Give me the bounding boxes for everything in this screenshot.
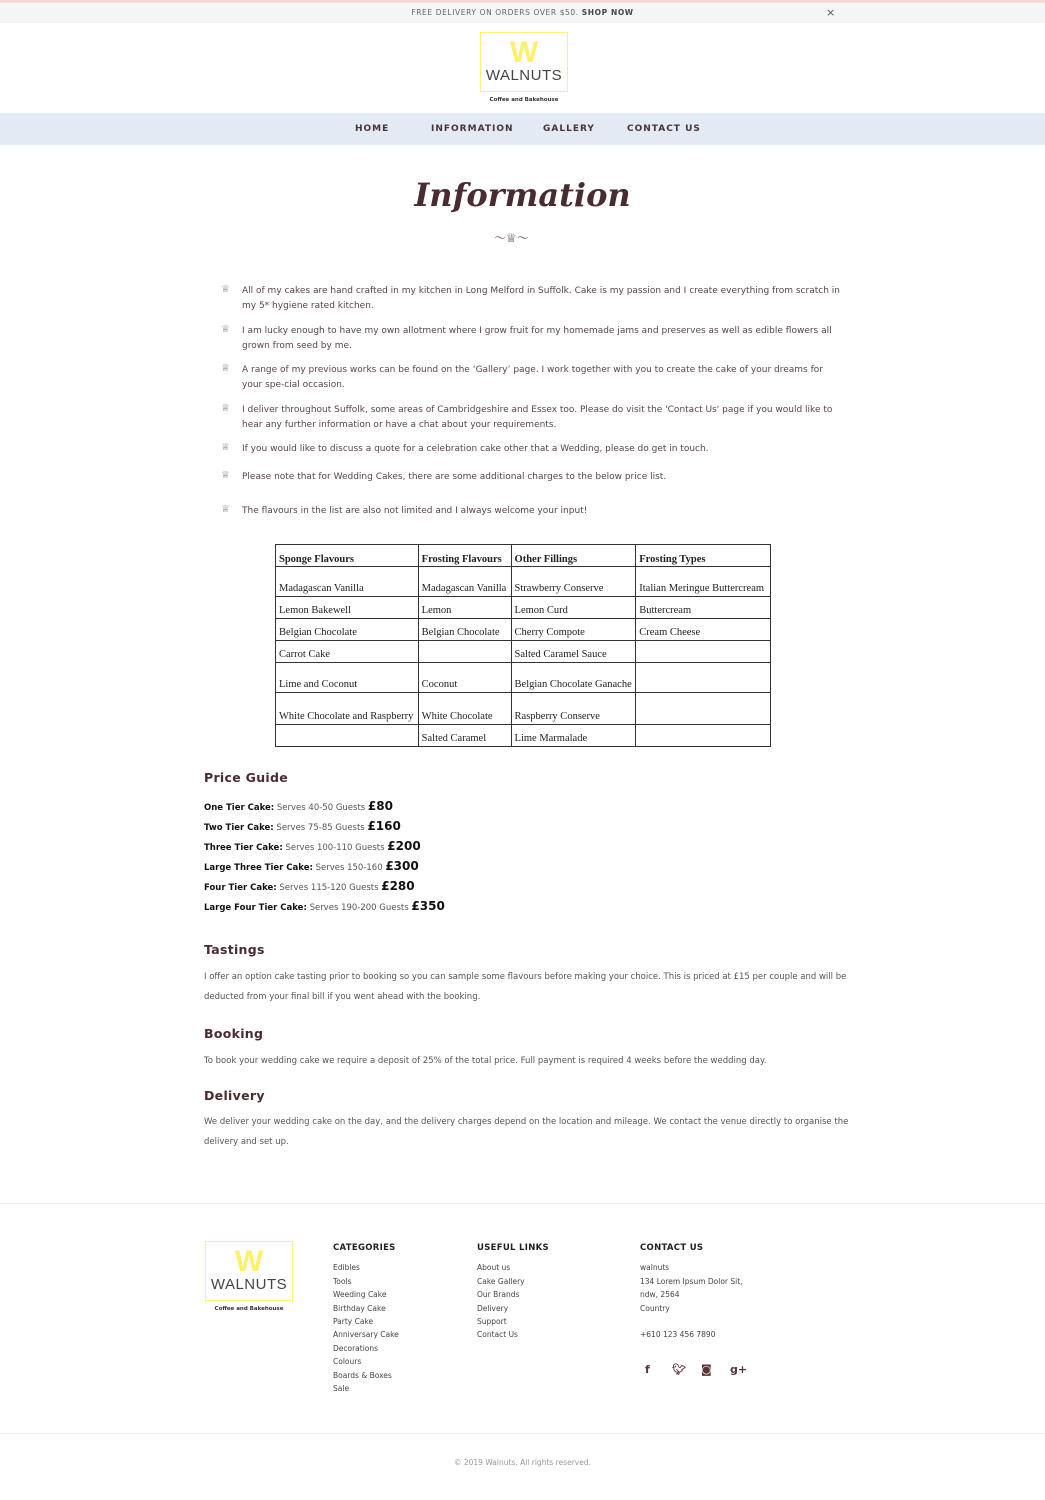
table-cell [636, 693, 771, 725]
table-cell: Madagascan Vanilla [418, 567, 511, 597]
footer-logo[interactable] [205, 1241, 293, 1312]
chef-hat-icon: ♕ [221, 403, 230, 414]
tastings-text: I offer an option cake tasting prior to booking so you can sample some flavours before making your choice. This is priced at £15 per couple and will be deducted from your final bill if you went ahead with the booking. [204, 972, 847, 1002]
list-item: ♕ A range of my previous works can be found on the ‘Gallery’ page. I work together with you to create the cake of your dreams for your spe-cial occasion. [221, 363, 823, 390]
footer-heading: CATEGORIES [333, 1243, 396, 1253]
table-row [276, 641, 771, 663]
footer-link[interactable]: Tools [333, 1276, 352, 1286]
price-label: Four Tier Cake: [204, 883, 277, 893]
delivery-text: We deliver your wedding cake on the day, and the delivery charges depend on the location and mileage. We contact the venue directly to organise the delivery and set up. [204, 1117, 849, 1147]
table-row [276, 663, 771, 693]
contact-phone: +610 123 456 7890 [640, 1330, 716, 1340]
footer-link[interactable]: Edibles [333, 1263, 360, 1273]
price-serves: Serves 150-160 [315, 863, 383, 873]
price-label: Large Three Tier Cake: [204, 863, 313, 873]
table-row [276, 725, 771, 747]
price-item [204, 899, 445, 913]
price-amount: £80 [367, 799, 393, 813]
contact-line: walnuts [640, 1263, 670, 1273]
list-item: ♕ I am lucky enough to have my own allotment where I grow fruit for my homemade jams and preserves as well as edible flowers all grown from seed by me. [221, 324, 832, 351]
table-cell: Cream Cheese [636, 619, 771, 641]
promo-text: FREE DELIVERY ON ORDERS OVER $50. [411, 8, 579, 17]
table-cell: Madagascan Vanilla [276, 567, 419, 597]
price-amount: £350 [411, 899, 445, 913]
list-item: ♕ I deliver throughout Suffolk, some areas of Cambridgeshire and Essex too. Please do visit the 'Contact Us' page if you would like to hear any further information or have a chat about your requirements. [221, 403, 833, 430]
chef-hat-ornament-icon: 〜♕〜 [494, 231, 529, 245]
table-cell [276, 725, 419, 747]
column-header: Other Fillings [511, 545, 636, 567]
table-cell: Coconut [418, 663, 511, 693]
footer-link[interactable]: Decorations [333, 1343, 379, 1353]
footer-link[interactable]: Boards & Boxes [333, 1370, 392, 1380]
table-cell: Raspberry Conserve [511, 693, 636, 725]
price-serves: Serves 115-120 Guests [279, 883, 379, 893]
instagram-icon[interactable]: ◙ [701, 1363, 712, 1376]
price-item [204, 839, 421, 853]
list-item: ♕ The flavours in the list are also not limited and I always welcome your input! [221, 504, 588, 516]
contact-line: Country [640, 1303, 670, 1313]
price-item [204, 859, 419, 873]
table-cell: Belgian Chocolate Ganache [511, 663, 636, 693]
column-header: Sponge Flavours [276, 545, 419, 567]
price-amount: £280 [381, 879, 415, 893]
delivery-heading: Delivery [204, 1088, 265, 1103]
tastings-heading: Tastings [204, 942, 265, 957]
twitter-icon[interactable]: 🐦︎ [672, 1363, 686, 1376]
footer-link[interactable]: Cake Gallery [477, 1276, 525, 1286]
chef-hat-icon: ♕ [221, 363, 230, 374]
footer-heading: USEFUL LINKS [477, 1243, 549, 1253]
table-cell: Italian Meringue Buttercream [636, 567, 771, 597]
table-cell: Cherry Compote [511, 619, 636, 641]
google-plus-icon[interactable]: g+ [730, 1363, 748, 1376]
nav-home[interactable]: HOME [355, 124, 390, 134]
footer-categories [333, 1242, 399, 1395]
price-serves: Serves 40-50 Guests [276, 803, 366, 813]
list-item: ♕ Please note that for Wedding Cakes, there are some additional charges to the below price list. [221, 470, 667, 482]
list-item: ♕ All of my cakes are hand crafted in my kitchen in Long Melford in Suffolk. Cake is my passion and I create everything from scratch in my 5* hygiene rated kitchen. [221, 284, 840, 311]
price-serves: Serves 100-110 Guests [285, 843, 385, 853]
copyright: © 2019 Walnuts. All rights reserved. [453, 1458, 592, 1467]
logo-name: WALNUTS [485, 67, 563, 84]
footer-link[interactable]: Delivery [477, 1303, 509, 1313]
price-serves: Serves 190-200 Guests [309, 903, 409, 913]
footer-link[interactable]: Birthday Cake [333, 1303, 386, 1313]
nav-gallery[interactable]: GALLERY [543, 124, 595, 134]
column-header: Frosting Types [636, 545, 771, 567]
price-serves: Serves 75-85 Guests [276, 823, 365, 833]
chef-hat-icon: ♕ [221, 504, 230, 515]
table-cell [418, 641, 511, 663]
footer-useful-links [477, 1242, 549, 1342]
chef-hat-icon: ♕ [221, 470, 230, 481]
logo-name: WALNUTS [210, 1276, 288, 1293]
table-cell [636, 663, 771, 693]
booking-text: To book your wedding cake we require a deposit of 25% of the total price. Full payment is required 4 weeks before the wedding day. [204, 1056, 767, 1066]
footer-link[interactable]: Support [477, 1317, 507, 1327]
price-amount: £200 [387, 839, 421, 853]
price-item [204, 799, 393, 813]
table-cell: Strawberry Conserve [511, 567, 636, 597]
table-cell: Belgian Chocolate [276, 619, 419, 641]
price-amount: £300 [385, 859, 419, 873]
footer-link[interactable]: Colours [333, 1357, 362, 1367]
table-row [276, 693, 771, 725]
price-guide-heading: Price Guide [204, 770, 289, 785]
contact-line: 134 Lorem Ipsum Dolor Sit, [640, 1276, 743, 1286]
footer-heading: CONTACT US [640, 1243, 704, 1253]
table-cell: Lemon Bakewell [276, 597, 419, 619]
table-cell [636, 641, 771, 663]
footer-link[interactable]: Party Cake [333, 1317, 374, 1327]
table-cell: White Chocolate [418, 693, 511, 725]
nav-information[interactable]: INFORMATION [431, 124, 514, 134]
footer-link[interactable]: About us [477, 1263, 511, 1273]
table-cell: Belgian Chocolate [418, 619, 511, 641]
table-cell: White Chocolate and Raspberry [276, 693, 419, 725]
table-cell: Carrot Cake [276, 641, 419, 663]
table-cell: Buttercream [636, 597, 771, 619]
nav-contact-us[interactable]: CONTACT US [627, 124, 701, 134]
table-cell: Lime Marmalade [511, 725, 636, 747]
page-title: Information [414, 176, 631, 214]
table-row [276, 619, 771, 641]
booking-heading: Booking [204, 1026, 264, 1041]
footer-bottom-divider [0, 1433, 1045, 1434]
table-cell [636, 725, 771, 747]
price-label: Three Tier Cake: [204, 843, 283, 853]
promo-bar [0, 3, 1045, 23]
logo-tagline: Coffee and Bakehouse [489, 97, 559, 103]
chef-hat-icon: ♕ [221, 442, 230, 453]
logo-letter: W [234, 1245, 264, 1278]
table-row [276, 597, 771, 619]
price-label: One Tier Cake: [204, 803, 275, 813]
column-header: Frosting Flavours [418, 545, 511, 567]
header-logo[interactable] [480, 32, 568, 103]
footer-link[interactable]: Weeding Cake [333, 1290, 387, 1300]
table-header-row [276, 545, 771, 567]
contact-line: ndw, 2564 [640, 1290, 680, 1300]
shop-now-link[interactable]: SHOP NOW [581, 8, 634, 17]
price-amount: £160 [367, 819, 401, 833]
logo-tagline: Coffee and Bakehouse [214, 1306, 284, 1312]
table-row [276, 567, 771, 597]
footer-contact [640, 1242, 743, 1341]
chef-hat-icon: ♕ [221, 284, 230, 295]
chef-hat-icon: ♕ [221, 324, 230, 335]
list-item: ♕ If you would like to discuss a quote for a celebration cake other that a Wedding, please do get in touch. [221, 442, 709, 454]
footer-divider [0, 1203, 1045, 1204]
footer-link[interactable]: Contact Us [477, 1330, 518, 1340]
footer-link[interactable]: Sale [333, 1384, 350, 1394]
table-cell: Lime and Coconut [276, 663, 419, 693]
close-icon[interactable]: × [826, 6, 836, 19]
footer-link[interactable]: Our Brands [477, 1290, 520, 1300]
table-cell: Lemon [418, 597, 511, 619]
price-label: Large Four Tier Cake: [204, 903, 307, 913]
footer-link[interactable]: Anniversary Cake [333, 1330, 399, 1340]
price-item [204, 879, 415, 893]
flavours-table [275, 544, 771, 747]
table-cell: Salted Caramel Sauce [511, 641, 636, 663]
price-label: Two Tier Cake: [204, 823, 274, 833]
main-nav [0, 113, 1045, 145]
table-cell: Lemon Curd [511, 597, 636, 619]
logo-letter: W [509, 36, 539, 69]
facebook-icon[interactable]: f [645, 1363, 650, 1376]
price-item [204, 819, 401, 833]
table-cell: Salted Caramel [418, 725, 511, 747]
